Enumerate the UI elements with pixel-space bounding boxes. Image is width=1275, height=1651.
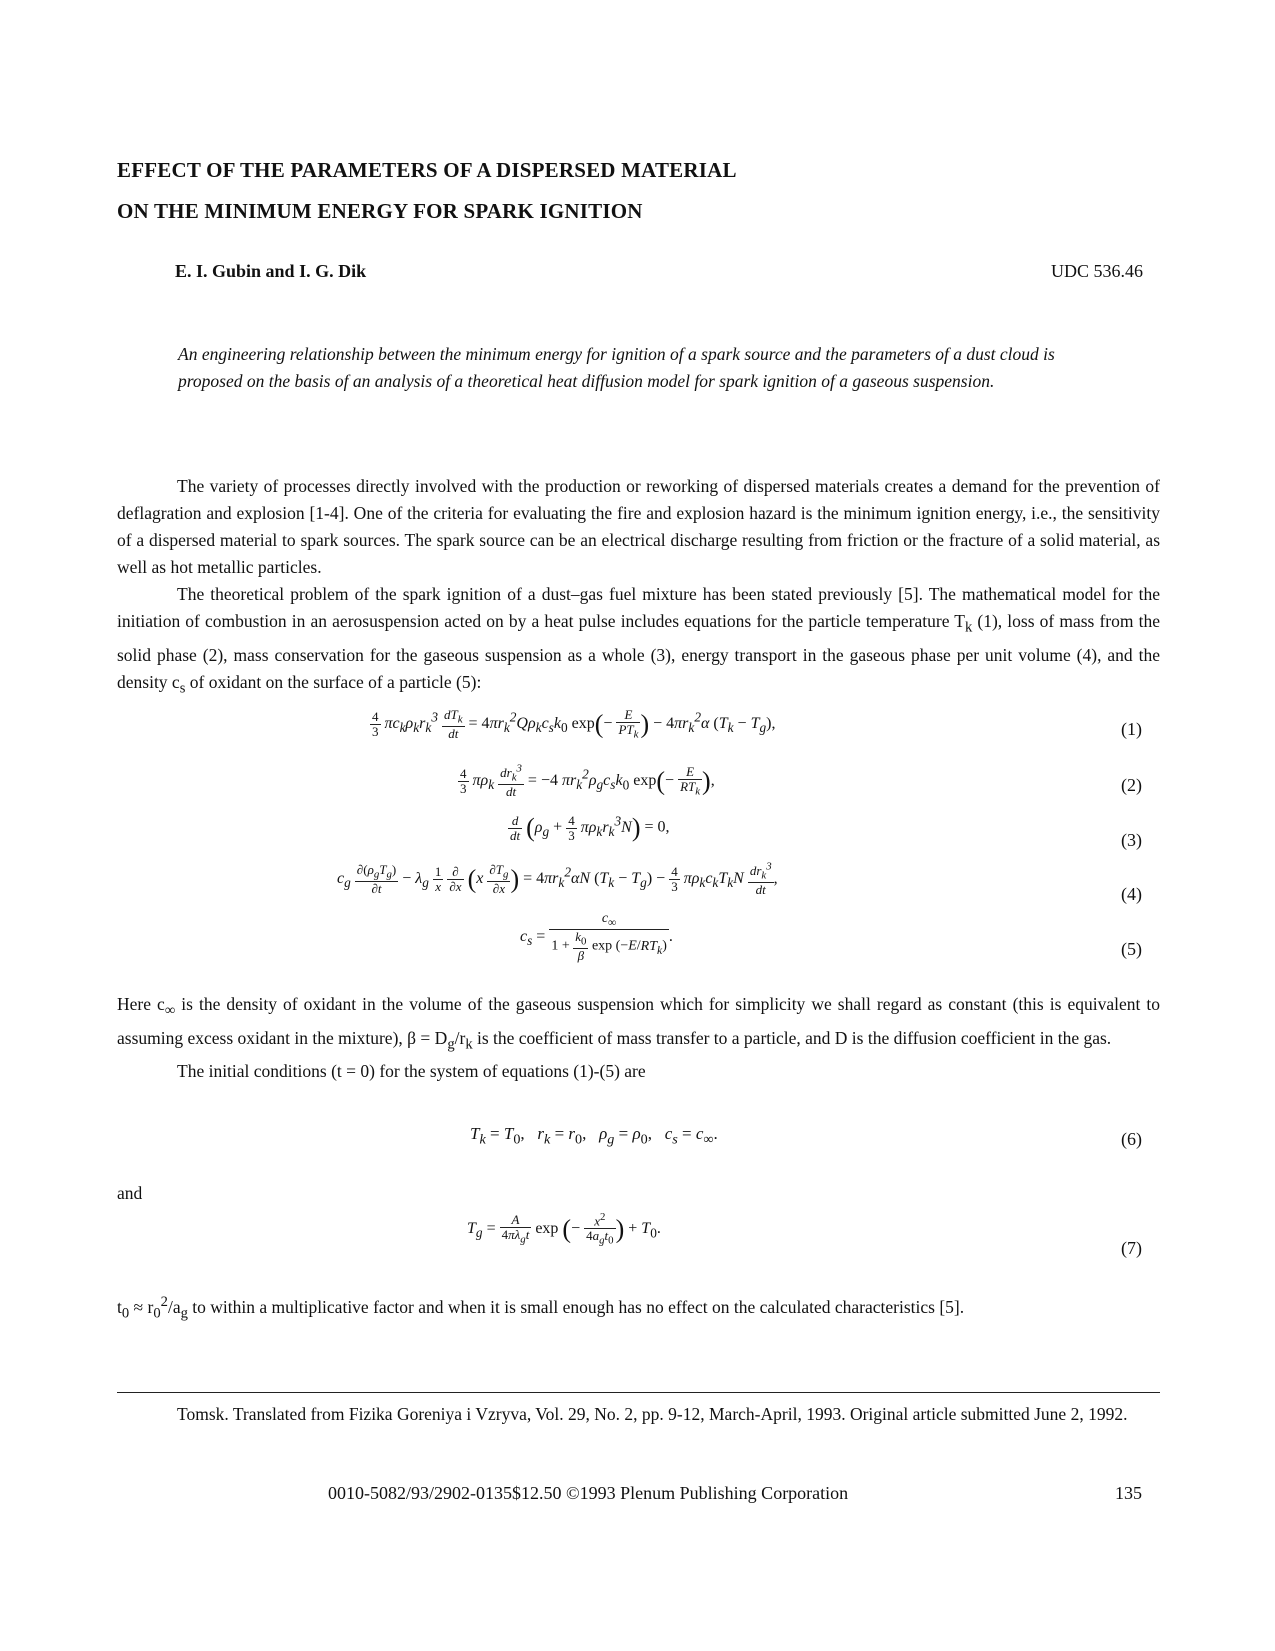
equation-number-6: (6) — [1121, 1129, 1142, 1149]
equation-number-1: (1) — [1121, 719, 1142, 739]
equation-number-3: (3) — [1121, 830, 1142, 850]
and-text: and — [117, 1183, 143, 1203]
equation-number-7: (7) — [1121, 1238, 1142, 1258]
paragraph-5: $t_0 \approx r_0^2/a_g$ to within a multiplicative factor and when it is small enough has no effect on the calculated characteristics [5]. — [117, 1294, 965, 1322]
paragraph-1: The variety of processes directly involved with the production or reworking of dispersed materials creates a demand for the prevention of deflagration and explosion [1-4]. One of the criteria for evaluating the fire and explosion hazard is the minimum ignition energy, i.e., the sensitivity of a dispersed material to spark sources. The spark source can be an electrical discharge resulting from friction or the fracture of a solid material, as well as hot metallic particles. — [117, 476, 1160, 577]
paragraph-3: Here $c_\infty$ is the density of oxidant in the volume of the gaseous suspension which for simplicity we shall regard as constant (this is equivalent to assuming excess oxidant in the mixture), $\beta = D_g/r_k$ is the coefficient of mass transfer to a particle, and D is the diffusion coefficient in the gas. — [117, 994, 1160, 1052]
title-line-1: EFFECT OF THE PARAMETERS OF A DISPERSED MATERIAL — [117, 158, 737, 182]
equation-7: $T_g$ = $\frac{A}{4\pi\lambda_gt}$ exp (− $\frac{x^2}{4a_gt_0}$ ) + $T_0$. — [467, 1211, 661, 1247]
equation-2: $\frac{4}{3}$ $\pi\rho_k$ $\frac{dr_k^3}{dt}$ = −4 $\pi r_k^2\rho_gc_sk_0$ exp(− $\frac{E}{RT_k}$ ), — [460, 763, 715, 800]
equation-4: $c_g$ $\frac{\partial(\rho_gT_g)}{\partial t}$ − $\lambda_g$ $\frac{1}{x}$ $\frac{\partial}{\partial x}$ (x $\frac{\partial T_g}{\partial x}$ ) = $4\pi r_k^2\alpha N$ $(T_k - T_g)$ − $\frac{4}{3}$ $\pi\rho_kc_kT_kN$ $\frac{dr_k^3}{dt}$ , — [337, 861, 778, 898]
equation-number-4: (4) — [1121, 884, 1142, 904]
paragraph-4: The initial conditions (t = 0) for the system of equations (1)-(5) are — [177, 1061, 646, 1081]
abstract: An engineering relationship between the minimum energy for ignition of a spark source and the parameters of a dust cloud is proposed on the basis of an analysis of a theoretical heat diffusion model for spark ignition of a gaseous suspension. — [178, 344, 1055, 391]
intro-text — [117, 473, 1160, 702]
footnote: Tomsk. Translated from Fizika Goreniya i Vzryva, Vol. 29, No. 2, pp. 9-12, March-April, 1993. Original article submitted June 2, 1992. — [177, 1404, 1128, 1424]
equation-3: $\frac{d}{dt}$ ($\rho_g$ + $\frac{4}{3}$ $\pi\rho_kr_k^3N) = 0$, — [510, 812, 670, 843]
footnote-rule — [117, 1392, 1160, 1393]
equation-6: $T_k = T_0$, $r_k = r_0$, $\rho_g = \rho_0$, $c_s = c_\infty$. — [470, 1124, 718, 1148]
paper-title — [117, 150, 737, 232]
paragraph-2: The theoretical problem of the spark ignition of a dust–gas fuel mixture has been stated previously [5]. The mathematical model for the initiation of combustion in an aerosuspension acted on by a heat pulse includes equations for the particle temperature $T_k$ (1), loss of mass from the solid phase (2), mass conservation for the gaseous suspension as a whole (3), energy transport in the gaseous phase per unit volume (4), and the density $c_s$ of oxidant on the surface of a particle (5): — [117, 584, 1160, 696]
equation-1: $\frac{4}{3}$ $\pi c_k\rho_kr_k^3$ $\frac{dT_k}{dt}$ = $4\pi r_k^2Q\rho_kc_sk_0$ exp(− $\frac{E}{PT_k}$ ) − $4\pi r_k^2\alpha$ $(T_k - T_g)$, — [372, 707, 776, 741]
copyright-line: 0010-5082/93/2902-0135$12.50 ©1993 Plenum Publishing Corporation — [328, 1483, 849, 1503]
equation-5: $c_s$ = $c_\infty$ 1 + $\frac{k_0}{\beta}$ $\exp (-E/RT_k)$ . — [520, 911, 673, 963]
equation-number-5: (5) — [1121, 939, 1142, 959]
equation-number-2: (2) — [1121, 775, 1142, 795]
page-number: 135 — [1115, 1483, 1142, 1503]
after-equations-text — [117, 991, 1160, 1085]
authors: E. I. Gubin and I. G. Dik — [175, 261, 367, 281]
udc-code: UDC 536.46 — [1050, 261, 1143, 281]
title-line-2: ON THE MINIMUM ENERGY FOR SPARK IGNITION — [117, 199, 643, 223]
